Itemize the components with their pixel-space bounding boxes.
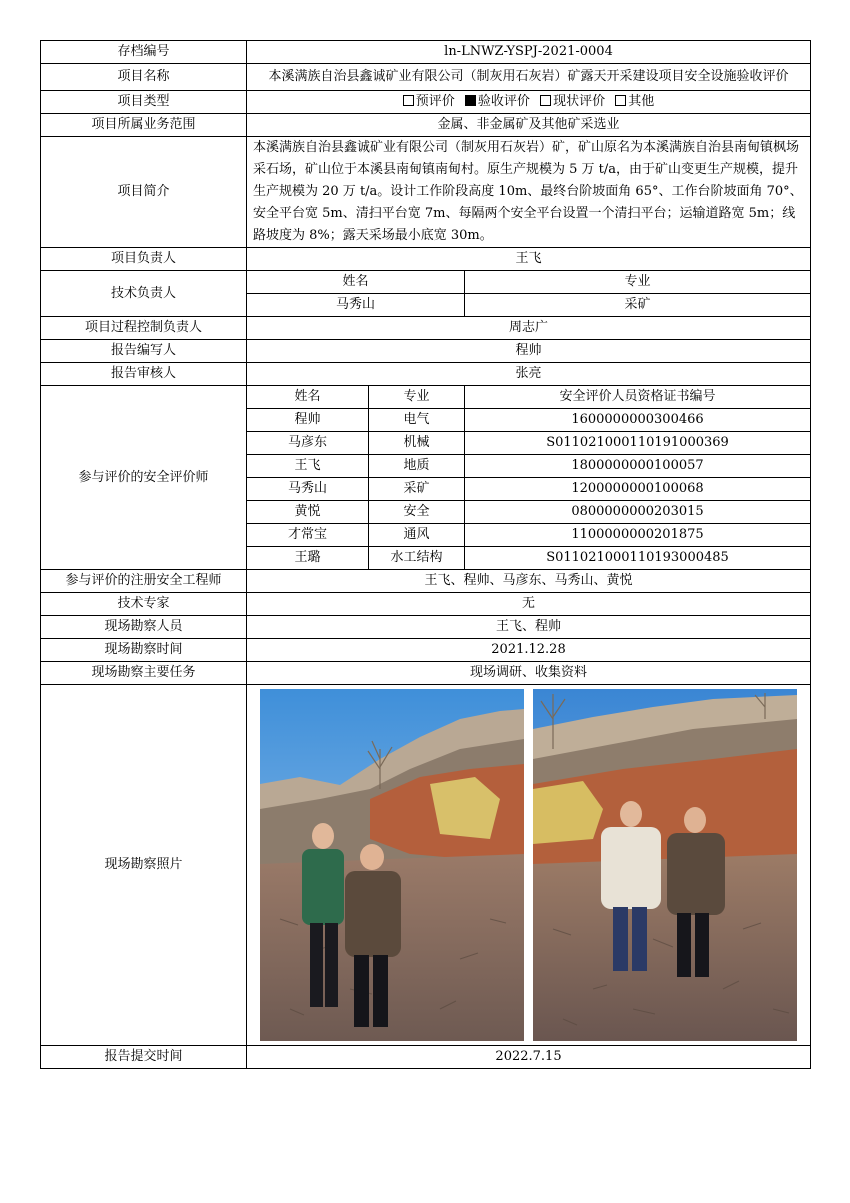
evaluator-cert: 1200000000100068 bbox=[465, 478, 811, 501]
report-writer-label: 报告编写人 bbox=[41, 340, 247, 363]
row-site-time bbox=[41, 639, 811, 662]
evaluator-major: 通风 bbox=[369, 524, 465, 547]
intro-text: 本溪满族自治县鑫诚矿业有限公司（制灰用石灰岩）矿，矿山原名为本溪满族自治县南甸镇枫场采石场，矿山位于本溪县南甸镇南甸村。原生产规模为 5 万 t/a，由于矿山变更生产规模，提升生产规模为 20 万 t/a。设计工作阶段高度 10m、最终台阶坡面角 65°、工作台阶坡面角 70°、安全平台宽 5m、清扫平台宽 7m、每隔两个安全平台设置一个清扫平台；运输道路宽 5m；线路坡度为 8%；露天采场最小底宽 30m。 bbox=[247, 137, 811, 248]
checkbox-icon bbox=[540, 95, 551, 106]
evaluator-major-header: 专业 bbox=[369, 386, 465, 409]
type-option: 现状评价 bbox=[540, 94, 605, 109]
evaluator-name: 王璐 bbox=[247, 547, 369, 570]
site-staff-label: 现场勘察人员 bbox=[41, 616, 247, 639]
process-control-value: 周志广 bbox=[247, 317, 811, 340]
row-site-photos bbox=[41, 685, 811, 1046]
site-photo-1-image bbox=[260, 689, 524, 1041]
site-photo-2-image bbox=[533, 689, 797, 1041]
business-scope-label: 项目所属业务范围 bbox=[41, 114, 247, 137]
evaluator-major: 水工结构 bbox=[369, 547, 465, 570]
evaluator-name-header: 姓名 bbox=[247, 386, 369, 409]
registered-engineers-label: 参与评价的注册安全工程师 bbox=[41, 570, 247, 593]
site-photo-2 bbox=[533, 689, 797, 1041]
site-time-value: 2021.12.28 bbox=[247, 639, 811, 662]
row-submit-time bbox=[41, 1046, 811, 1069]
row-report-writer bbox=[41, 340, 811, 363]
checkbox-icon bbox=[403, 95, 414, 106]
row-evaluators-header bbox=[41, 386, 811, 409]
evaluator-major: 电气 bbox=[369, 409, 465, 432]
project-leader-value: 王飞 bbox=[247, 248, 811, 271]
evaluator-cert: 1100000000201875 bbox=[465, 524, 811, 547]
row-report-reviewer bbox=[41, 363, 811, 386]
project-type-options bbox=[247, 91, 811, 114]
process-control-label: 项目过程控制负责人 bbox=[41, 317, 247, 340]
tech-expert-label: 技术专家 bbox=[41, 593, 247, 616]
site-task-label: 现场勘察主要任务 bbox=[41, 662, 247, 685]
type-option: 验收评价 bbox=[465, 94, 530, 109]
evaluator-major: 地质 bbox=[369, 455, 465, 478]
evaluator-cert: S011021000110191000369 bbox=[465, 432, 811, 455]
evaluator-name: 马彦东 bbox=[247, 432, 369, 455]
project-name-value: 本溪满族自治县鑫诚矿业有限公司（制灰用石灰岩）矿露天开采建设项目安全设施验收评价 bbox=[247, 64, 811, 91]
row-project-leader bbox=[41, 248, 811, 271]
evaluators-label: 参与评价的安全评价师 bbox=[41, 386, 247, 570]
project-name-label: 项目名称 bbox=[41, 64, 247, 91]
row-intro bbox=[41, 137, 811, 248]
project-type-label: 项目类型 bbox=[41, 91, 247, 114]
project-leader-label: 项目负责人 bbox=[41, 248, 247, 271]
site-time-label: 现场勘察时间 bbox=[41, 639, 247, 662]
site-photo-1 bbox=[260, 689, 524, 1041]
row-tech-leader-header bbox=[41, 271, 811, 294]
registered-engineers-value: 王飞、程帅、马彦东、马秀山、黄悦 bbox=[247, 570, 811, 593]
evaluator-name: 黄悦 bbox=[247, 501, 369, 524]
tech-leader-major: 采矿 bbox=[465, 294, 811, 317]
submit-time-value: 2022.7.15 bbox=[247, 1046, 811, 1069]
row-project-type bbox=[41, 91, 811, 114]
report-reviewer-label: 报告审核人 bbox=[41, 363, 247, 386]
evaluator-name: 才常宝 bbox=[247, 524, 369, 547]
row-site-task bbox=[41, 662, 811, 685]
row-tech-expert bbox=[41, 593, 811, 616]
tech-leader-name-header: 姓名 bbox=[247, 271, 465, 294]
site-photos-label: 现场勘察照片 bbox=[41, 685, 247, 1046]
archive-no-label: 存档编号 bbox=[41, 41, 247, 64]
site-photos-cell bbox=[247, 685, 811, 1046]
row-process-control bbox=[41, 317, 811, 340]
archive-no-value: ln-LNWZ-YSPJ-2021-0004 bbox=[247, 41, 811, 64]
evaluator-major: 机械 bbox=[369, 432, 465, 455]
report-writer-value: 程帅 bbox=[247, 340, 811, 363]
checkbox-icon bbox=[615, 95, 626, 106]
evaluator-cert-header: 安全评价人员资格证书编号 bbox=[465, 386, 811, 409]
evaluator-cert: 1600000000300466 bbox=[465, 409, 811, 432]
tech-leader-name: 马秀山 bbox=[247, 294, 465, 317]
row-site-staff bbox=[41, 616, 811, 639]
intro-label: 项目简介 bbox=[41, 137, 247, 248]
tech-expert-value: 无 bbox=[247, 593, 811, 616]
archive-table bbox=[40, 40, 811, 1069]
report-reviewer-value: 张亮 bbox=[247, 363, 811, 386]
row-business-scope bbox=[41, 114, 811, 137]
row-archive-no bbox=[41, 41, 811, 64]
tech-leader-label: 技术负责人 bbox=[41, 271, 247, 317]
site-staff-value: 王飞、程帅 bbox=[247, 616, 811, 639]
evaluator-cert: 0800000000203015 bbox=[465, 501, 811, 524]
row-registered-engineers bbox=[41, 570, 811, 593]
tech-leader-major-header: 专业 bbox=[465, 271, 811, 294]
evaluator-major: 采矿 bbox=[369, 478, 465, 501]
checkbox-checked-icon bbox=[465, 95, 476, 106]
type-option: 其他 bbox=[615, 94, 654, 109]
evaluator-cert: 1800000000100057 bbox=[465, 455, 811, 478]
business-scope-value: 金属、非金属矿及其他矿采选业 bbox=[247, 114, 811, 137]
row-project-name bbox=[41, 64, 811, 91]
evaluator-name: 程帅 bbox=[247, 409, 369, 432]
submit-time-label: 报告提交时间 bbox=[41, 1046, 247, 1069]
evaluator-name: 王飞 bbox=[247, 455, 369, 478]
site-task-value: 现场调研、收集资料 bbox=[247, 662, 811, 685]
evaluator-major: 安全 bbox=[369, 501, 465, 524]
evaluator-name: 马秀山 bbox=[247, 478, 369, 501]
evaluator-cert: S011021000110193000485 bbox=[465, 547, 811, 570]
type-option: 预评价 bbox=[403, 94, 455, 109]
